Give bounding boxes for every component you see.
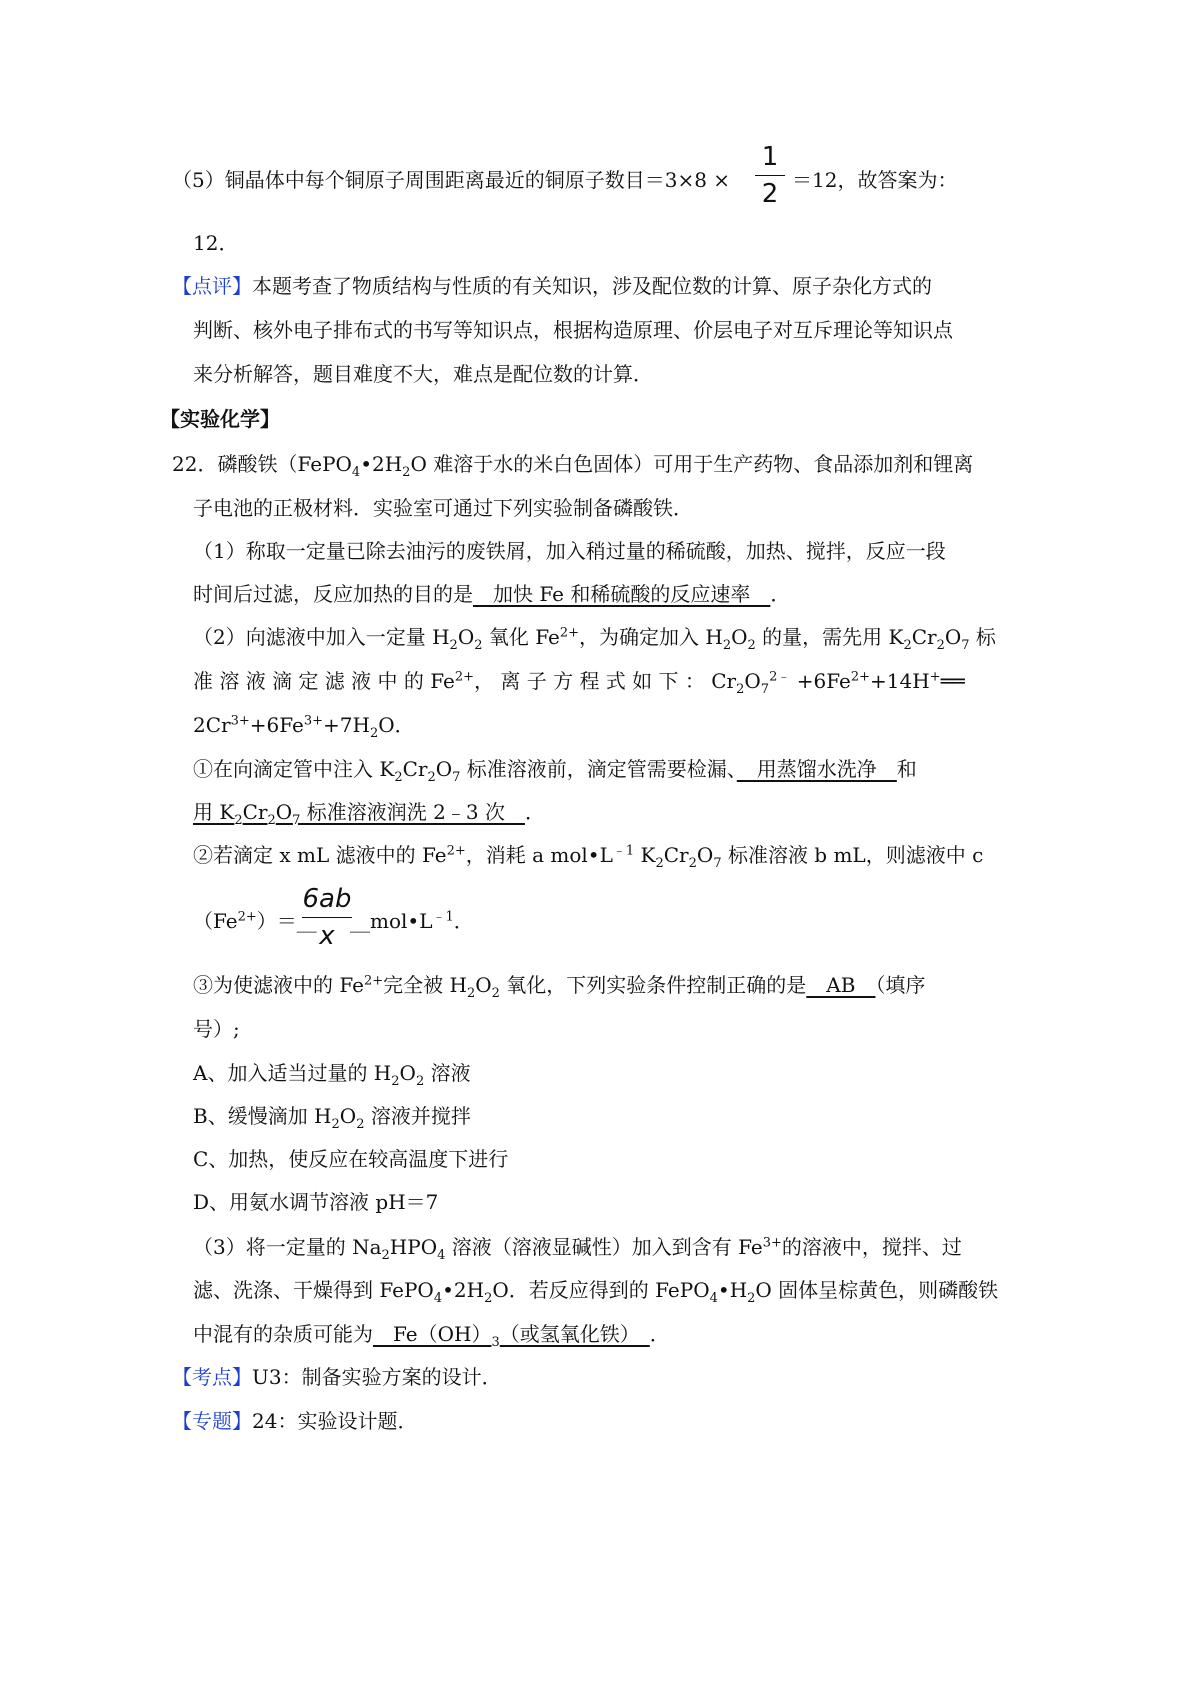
section-title: 【实验化学】 [160, 407, 280, 431]
q5-line2: 12． [193, 231, 239, 255]
q22-part2-line1: （2）向滤液中加入一定量 $H_2O_2$ 氧化 $Fe^{2+}$，为确定加入 $H_2O_2$ 的量，需先用 $K_2Cr_2O_7$ 标 [193, 625, 996, 653]
option-c: C、加热，使反应在较高温度下进行 [193, 1147, 509, 1171]
review-line1: 【点评】本题考查了物质结构与性质的有关知识，涉及配位数的计算、原子杂化方式的 [172, 274, 932, 298]
answer-concentration-fraction [302, 884, 352, 951]
q5-line1-end: ＝12，故答案为： [792, 168, 958, 192]
fraction-bar [755, 175, 785, 176]
answer-wash-distilled: 用蒸馏水洗净 [736, 757, 897, 781]
review-label: 【点评】 [172, 274, 252, 298]
q22-part1-line1: （1）称取一定量已除去油污的废铁屑，加入稍过量的稀硫酸，加热、搅拌，反应一段 [193, 539, 946, 563]
kaodian-label: 【考点】 [172, 1365, 252, 1389]
q22-sub2-line1: ②若滴定 x mL 滤液中的 $Fe^{2+}$，消耗 a $mol•L^{﹣1}$ $K_2Cr_2O_7$ 标准溶液 b mL，则滤液中 c [193, 843, 984, 871]
q22-sub1-line1: ①在向滴定管中注入 $K_2Cr_2O_7$ 标准溶液前，滴定管需要检漏、 用蒸馏水洗净 和 [193, 757, 917, 785]
zhuanti-line: 【专题】24：实验设计题． [172, 1409, 418, 1433]
option-d: D、用氨水调节溶液 pH＝7 [193, 1190, 439, 1214]
fraction-numerator: 1 [761, 142, 779, 172]
q22-part1-line2: 时间后过滤，反应加热的目的是 加快 Fe 和稀硫酸的反应速率 ． [193, 582, 791, 606]
q22-sub3-line2: 号）; [193, 1017, 240, 1041]
fraction-bar [302, 917, 352, 918]
kaodian-line: 【考点】U3：制备实验方案的设计． [172, 1365, 502, 1389]
answer-rinse-standard: 用 $K_2Cr_2O_7$ 标准溶液润洗 2﹣3 次 [193, 800, 525, 828]
answer-heating-purpose: 加快 Fe 和稀硫酸的反应速率 [473, 582, 771, 606]
q5-fraction [755, 142, 785, 209]
review-line3: 来分析解答，题目难度不大，难点是配位数的计算． [193, 362, 653, 386]
q22-sub2-line2b: $\_\_mol•L^{﹣1}$． [350, 909, 474, 933]
q22-sub3-line1: ③为使滤液中的 $Fe^{2+}$完全被 $H_2O_2$ 氧化，下列实验条件控制正确的是 AB （填序 [193, 973, 926, 1001]
fraction-numerator: 6ab [302, 884, 352, 914]
q22-intro-line1: 22．磷酸铁（$FePO_4•2H_2O$ 难溶于水的米白色固体）可用于生产药物、食品添加剂和锂离 [172, 452, 974, 480]
answer-conditions: AB [806, 973, 876, 997]
q22-part2-line2: 准 溶 液 滴 定 滤 液 中 的 $Fe^{2+}$， 离 子 方 程 式 如 下 ： $Cr_2O_7^{2﹣}$ $+6Fe^{2+}+14H^+══$ [193, 669, 965, 697]
fraction-denominator: x [319, 921, 335, 951]
q5-line1: （5）铜晶体中每个铜原子周围距离最近的铜原子数目＝3×8 × [172, 168, 731, 192]
zhuanti-label: 【专题】 [172, 1409, 252, 1433]
option-b: B、缓慢滴加 $H_2O_2$ 溶液并搅拌 [193, 1104, 471, 1132]
answer-impurity: $Fe(OH)_3$（或氢氧化铁） [373, 1322, 650, 1350]
q22-intro-line2: 子电池的正极材料．实验室可通过下列实验制备磷酸铁． [193, 496, 693, 520]
option-a: A、加入适当过量的 $H_2O_2$ 溶液 [193, 1061, 471, 1089]
fraction-denominator: 2 [761, 179, 779, 209]
q22-sub1-line2: 用 $K_2Cr_2O_7$ 标准溶液润洗 2﹣3 次 ． [193, 800, 545, 828]
review-line2: 判断、核外电子排布式的书写等知识点，根据构造原理、价层电子对互斥理论等知识点 [193, 318, 953, 342]
q22-part3-line1: （3）将一定量的 $Na_2HPO_4$ 溶液（溶液显碱性）加入到含有 $Fe^{3+}$的溶液中，搅拌、过 [193, 1235, 962, 1263]
q22-part3-line2: 滤、洗涤、干燥得到 $FePO_4•2H_2O$．若反应得到的 $FePO_4•H_2O$ 固体呈棕黄色，则磷酸铁 [193, 1278, 999, 1306]
q22-part3-line3: 中混有的杂质可能为 $Fe(OH)_3$（或氢氧化铁） ． [193, 1322, 670, 1350]
q22-sub2-line2a: $(Fe^{2+})=\_\_$ [193, 909, 317, 933]
q22-part2-line3: $2Cr^{3+}+6Fe^{3+}+7H_2O$． [193, 713, 415, 741]
